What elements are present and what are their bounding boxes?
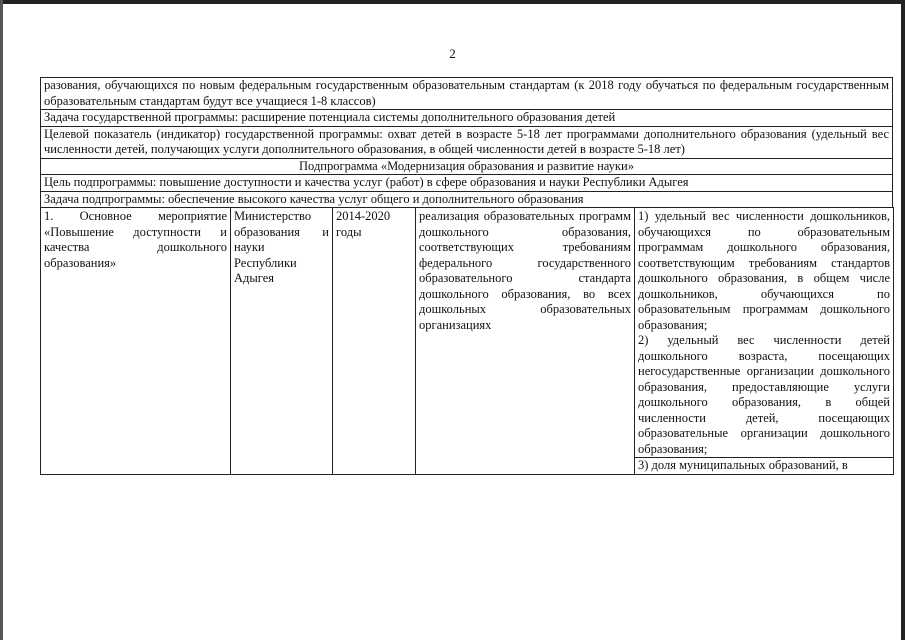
indicator-item: 2) удельный вес численности детей дошкольного возраста, посещающих негосударственные организации дошкольного образования, предоставляющие услуги дошкольного образования, в общей численности детей, посещающих образовательные организации дошкольного образования;: [638, 333, 890, 456]
activity-result-cell: реализация образовательных программ дошкольного образования, соответствующих требованиям федерального государственного образовательного стандарта дошкольного образования, во всех дошкольных образовательных организациях: [416, 208, 635, 475]
indicator-item: 1) удельный вес численности дошкольников, обучающихся по образовательным программам дошкольного образования, соответствующим требованиям стандартов дошкольного образования, в общем числе дошкольников, обучающихся по образовательным программам дошкольного образования;: [638, 209, 890, 332]
indicator-item: 3) доля муниципальных образований, в: [635, 457, 893, 474]
activity-indicators-cell: [635, 208, 894, 475]
page-number: 2: [449, 46, 456, 61]
program-indicator-row: Целевой показатель (индикатор) государственной программы: охват детей в возрасте 5-18 лет программами дополнительного образования (удельный вес численности детей, получающих услуги дополнительного образования, в общей численности детей в возрасте 5-18 лет): [40, 126, 893, 158]
subprogram-title-row: Подпрограмма «Модернизация образования и развитие науки»: [40, 158, 893, 175]
activity-period-cell: 2014-2020 годы: [333, 208, 416, 475]
activity-row: [41, 208, 894, 475]
subprogram-task-row: Задача подпрограммы: обеспечение высокого качества услуг общего и дополнительного образования: [40, 191, 893, 208]
activity-executor-cell: Министерство образования и науки Республики Адыгея: [231, 208, 333, 475]
activity-table: [40, 207, 894, 475]
activity-name-cell: 1. Основное мероприятие «Повышение доступности и качества дошкольного образования»: [41, 208, 231, 475]
program-table: [40, 77, 893, 475]
program-task-row: Задача государственной программы: расширение потенциала системы дополнительного образования детей: [40, 109, 893, 126]
scan-left-edge: [0, 0, 3, 640]
continuation-row: разования, обучающихся по новым федеральным государственным образовательным стандартам (к 2018 году обучаться по федеральным государственным образовательным стандартам будут все учащиеся 1-8 классов): [40, 77, 893, 109]
scan-top-edge: [0, 0, 905, 4]
subprogram-goal-row: Цель подпрограммы: повышение доступности и качества услуг (работ) в сфере образования и науки Республики Адыгея: [40, 174, 893, 191]
scan-right-edge: [901, 0, 905, 640]
